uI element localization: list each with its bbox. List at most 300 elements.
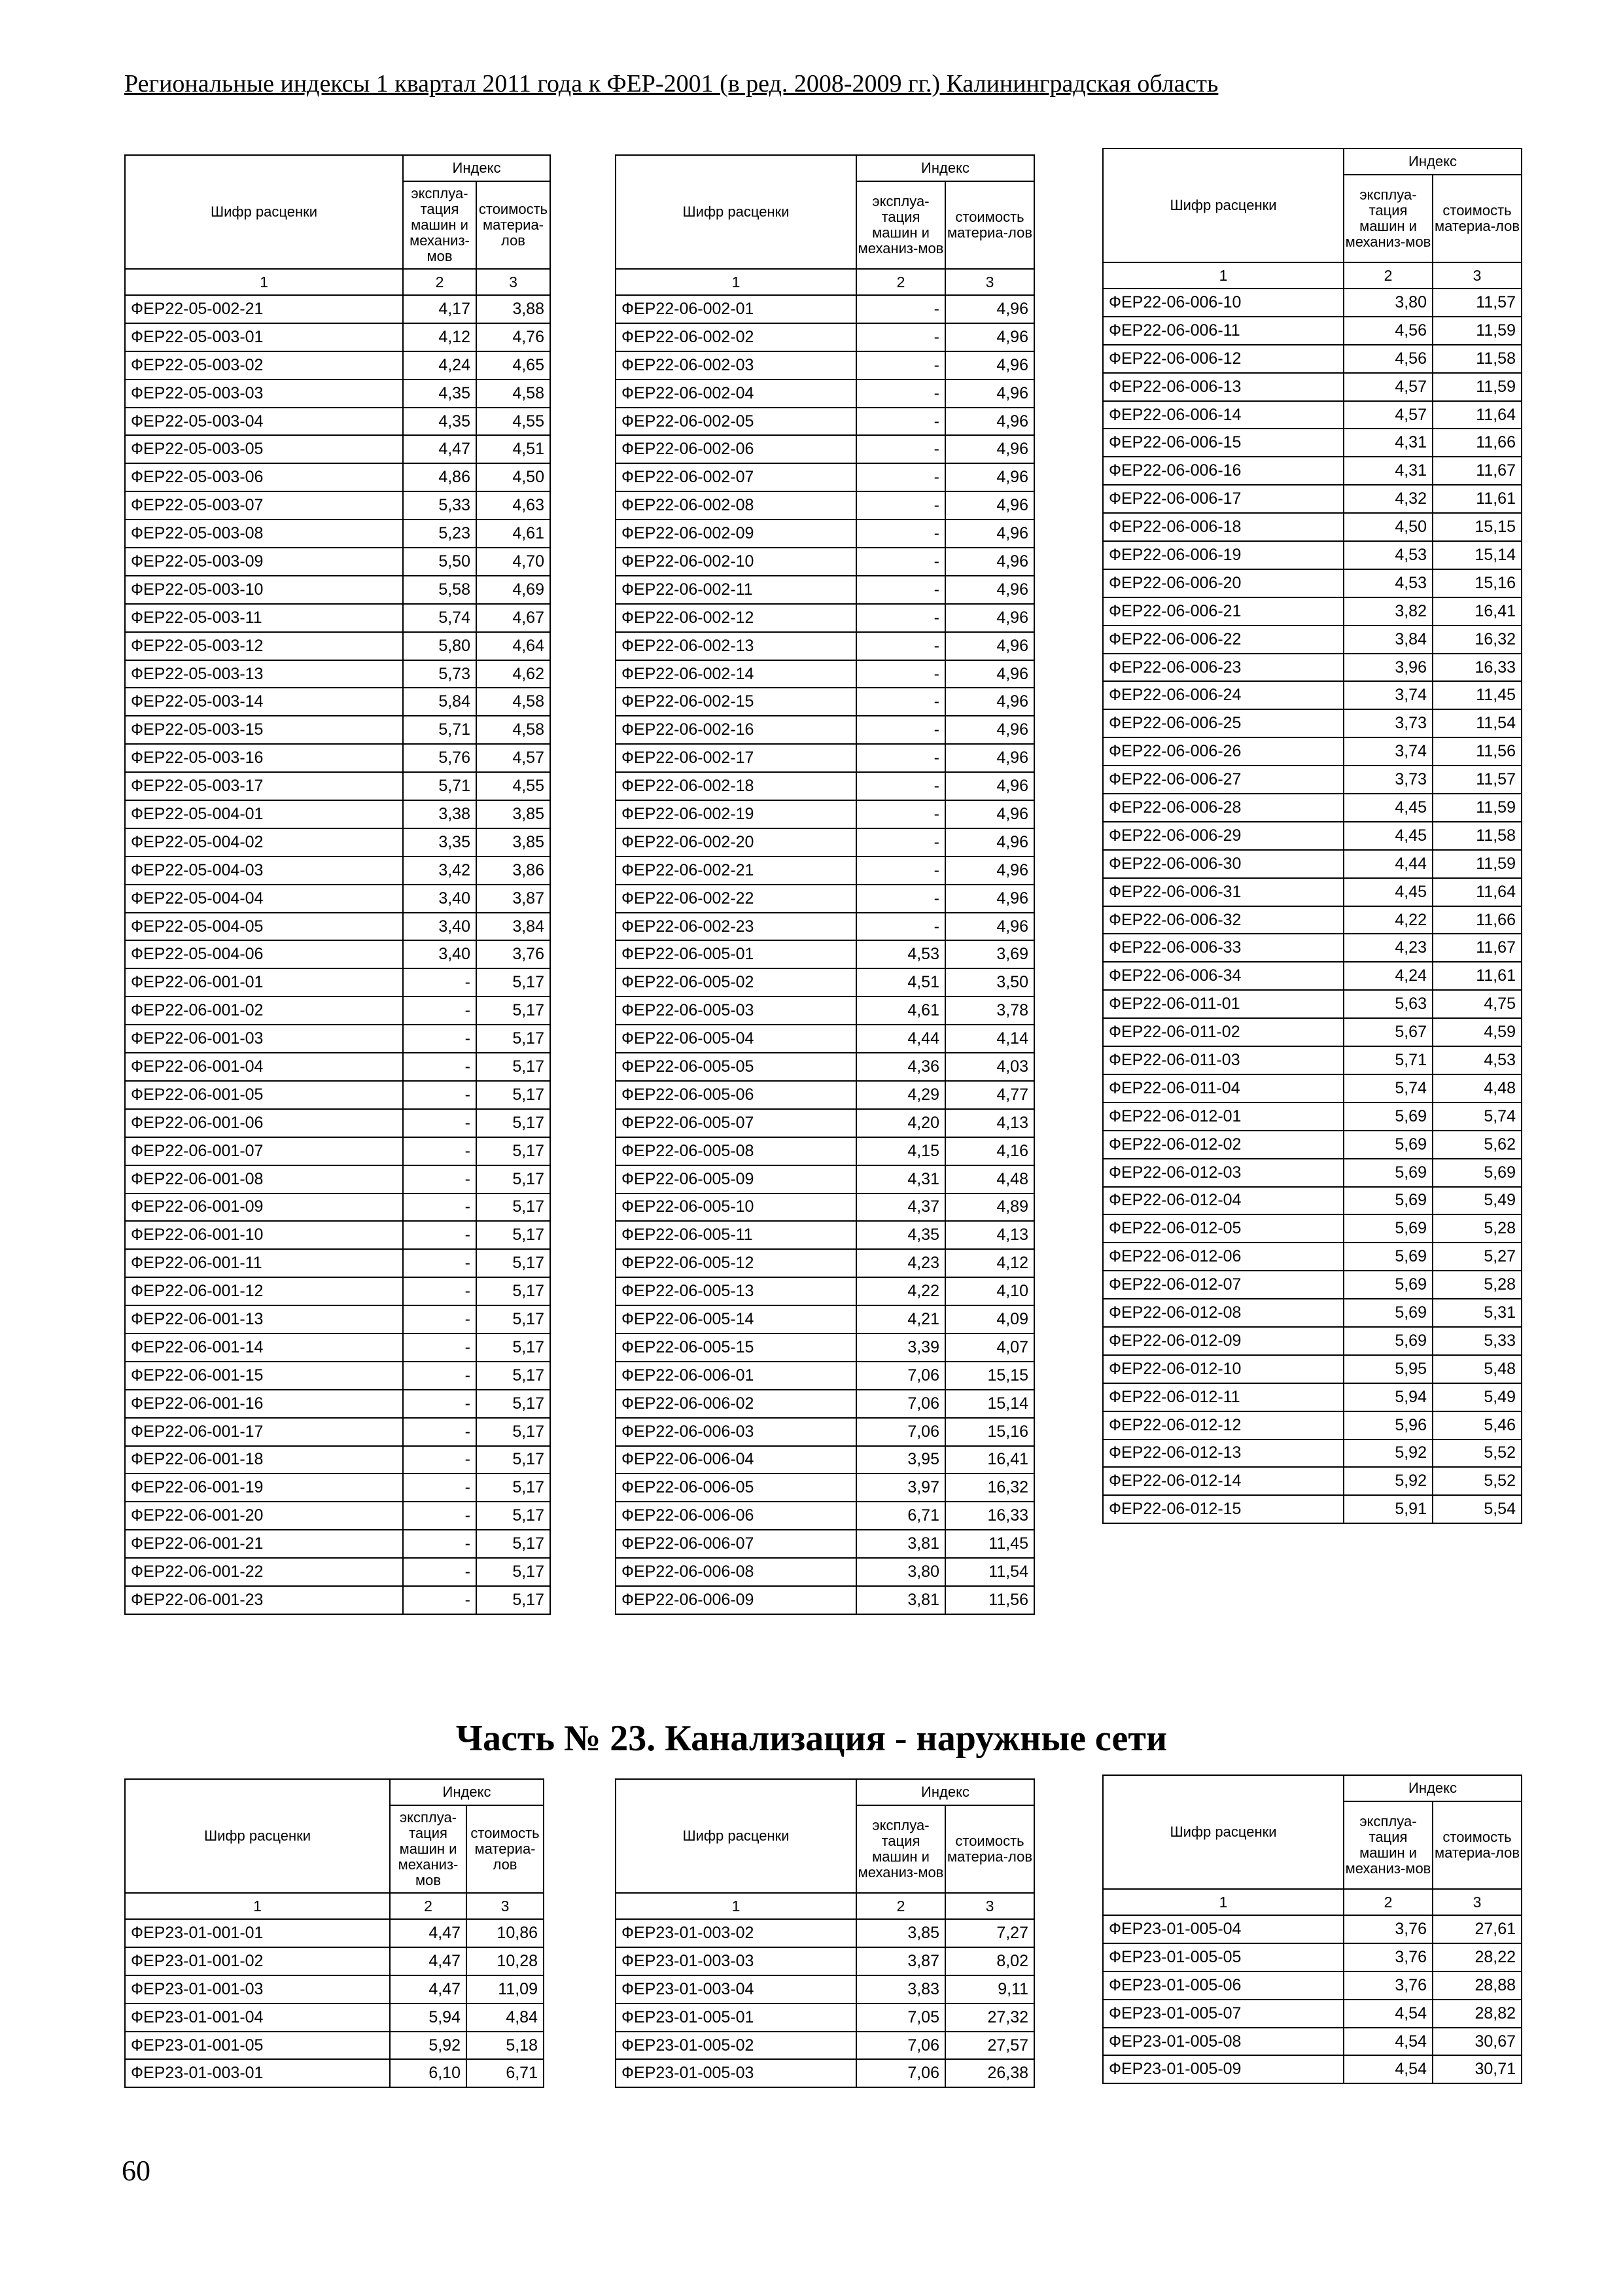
column-number: 1: [125, 269, 403, 295]
rate-code-cell: ФЕР22-06-012-10: [1103, 1355, 1344, 1383]
materials-index-cell: 4,58: [476, 716, 550, 744]
rate-code-cell: ФЕР22-06-006-26: [1103, 737, 1344, 766]
table-row: [616, 997, 1034, 1025]
machines-index-cell: 4,57: [1344, 373, 1433, 401]
rate-code-cell: ФЕР22-06-006-08: [616, 1558, 856, 1586]
rate-code-cell: ФЕР23-01-001-05: [125, 2032, 390, 2060]
machines-index-cell: -: [856, 716, 945, 744]
rate-code-cell: ФЕР22-06-001-12: [125, 1277, 403, 1305]
machines-index-cell: 4,57: [1344, 401, 1433, 429]
table-row: [616, 1305, 1034, 1333]
materials-index-cell: 4,75: [1433, 990, 1522, 1018]
machines-index-cell: -: [856, 604, 945, 632]
rate-code-cell: ФЕР22-06-006-06: [616, 1502, 856, 1530]
table-row: [616, 548, 1034, 576]
rate-code-cell: ФЕР22-06-002-04: [616, 380, 856, 408]
machines-index-cell: 3,81: [856, 1530, 945, 1558]
table-row: [616, 1975, 1034, 2004]
code-column-header: Шифр расценки: [616, 155, 856, 269]
machines-index-cell: 3,73: [1344, 766, 1433, 794]
rate-code-cell: ФЕР22-05-003-08: [125, 520, 403, 548]
materials-index-cell: 5,17: [476, 1081, 550, 1109]
rate-code-cell: ФЕР22-06-006-05: [616, 1474, 856, 1502]
rate-code-cell: ФЕР22-06-005-05: [616, 1053, 856, 1081]
materials-index-cell: 4,58: [476, 688, 550, 716]
table-body: [1103, 289, 1522, 1523]
materials-index-cell: 11,57: [1433, 289, 1522, 317]
machines-index-cell: 5,71: [1344, 1046, 1433, 1074]
rate-code-cell: ФЕР23-01-003-01: [125, 2059, 390, 2087]
rate-code-cell: ФЕР22-06-012-13: [1103, 1439, 1344, 1468]
machines-index-cell: -: [403, 1558, 476, 1586]
rate-code-cell: ФЕР22-05-003-11: [125, 604, 403, 632]
machines-index-cell: 4,23: [1344, 934, 1433, 962]
table-row: [125, 1919, 544, 1947]
materials-index-cell: 4,96: [945, 435, 1034, 463]
machines-index-cell: -: [403, 1446, 476, 1474]
table-row: [1103, 1327, 1522, 1355]
table-row: [125, 1053, 550, 1081]
table-row: [1103, 906, 1522, 934]
sewer-table-2: [615, 1778, 1035, 2088]
rate-code-cell: ФЕР22-05-004-03: [125, 857, 403, 885]
machines-index-cell: -: [403, 1305, 476, 1333]
machines-index-cell: 5,69: [1344, 1327, 1433, 1355]
materials-index-cell: 4,48: [945, 1165, 1034, 1193]
table-row: [616, 1474, 1034, 1502]
table-row: [1103, 850, 1522, 878]
table-row: [125, 1390, 550, 1418]
materials-index-cell: 4,10: [945, 1277, 1034, 1305]
table-row: [1103, 934, 1522, 962]
machines-index-cell: -: [856, 660, 945, 688]
materials-index-cell: 5,52: [1433, 1467, 1522, 1495]
machines-index-cell: -: [403, 1221, 476, 1249]
machines-index-cell: 7,06: [856, 1362, 945, 1390]
rate-code-cell: ФЕР22-06-005-09: [616, 1165, 856, 1193]
materials-column-header: стоимость материа-лов: [466, 1805, 544, 1893]
rate-code-cell: ФЕР23-01-005-04: [1103, 1915, 1344, 1943]
materials-index-cell: 3,69: [945, 940, 1034, 968]
materials-index-cell: 3,88: [476, 295, 550, 323]
materials-index-cell: 4,16: [945, 1137, 1034, 1165]
table-row: [616, 1502, 1034, 1530]
materials-index-cell: 5,17: [476, 1053, 550, 1081]
table-row: [125, 1137, 550, 1165]
column-number: 3: [945, 1893, 1034, 1919]
sewer-table-3: [1102, 1775, 1522, 2084]
materials-index-cell: 5,17: [476, 1221, 550, 1249]
materials-index-cell: 4,96: [945, 660, 1034, 688]
machines-index-cell: 4,53: [856, 940, 945, 968]
table-row: [1103, 513, 1522, 541]
materials-index-cell: 4,03: [945, 1053, 1034, 1081]
machines-index-cell: -: [856, 323, 945, 351]
machines-index-cell: 5,69: [1344, 1187, 1433, 1215]
materials-index-cell: 27,57: [945, 2032, 1034, 2060]
rate-code-cell: ФЕР22-06-001-03: [125, 1025, 403, 1053]
table-row: [125, 323, 550, 351]
rate-code-cell: ФЕР22-06-001-07: [125, 1137, 403, 1165]
rate-code-cell: ФЕР22-06-002-13: [616, 632, 856, 660]
rate-code-cell: ФЕР22-06-006-17: [1103, 485, 1344, 513]
rate-code-cell: ФЕР22-05-004-06: [125, 940, 403, 968]
rate-code-cell: ФЕР22-06-001-22: [125, 1558, 403, 1586]
table-row: [1103, 626, 1522, 654]
materials-index-cell: 4,96: [945, 380, 1034, 408]
materials-index-cell: 11,57: [1433, 766, 1522, 794]
materials-index-cell: 4,89: [945, 1193, 1034, 1222]
machines-column-header: эксплуа-тация машин и механиз-мов: [390, 1805, 466, 1893]
rate-code-cell: ФЕР22-06-005-07: [616, 1109, 856, 1137]
materials-index-cell: 4,63: [476, 491, 550, 520]
table-row: [616, 885, 1034, 913]
table-row: [616, 463, 1034, 491]
materials-index-cell: 11,58: [1433, 822, 1522, 850]
table-row: [1103, 2028, 1522, 2056]
materials-index-cell: 5,52: [1433, 1439, 1522, 1468]
table-row: [125, 408, 550, 436]
materials-index-cell: 5,48: [1433, 1355, 1522, 1383]
rate-code-cell: ФЕР22-06-012-05: [1103, 1214, 1344, 1243]
materials-index-cell: 4,69: [476, 576, 550, 604]
table-row: [125, 1558, 550, 1586]
machines-index-cell: 4,44: [1344, 850, 1433, 878]
rate-code-cell: ФЕР22-06-006-23: [1103, 654, 1344, 682]
machines-column-header: эксплуа-тация машин и механиз-мов: [856, 181, 945, 269]
materials-index-cell: 4,96: [945, 913, 1034, 941]
machines-index-cell: 5,69: [1344, 1299, 1433, 1327]
materials-index-cell: 4,61: [476, 520, 550, 548]
table-row: [1103, 1467, 1522, 1495]
rate-code-cell: ФЕР22-06-012-01: [1103, 1103, 1344, 1131]
table-row: [616, 1446, 1034, 1474]
machines-index-cell: 5,92: [390, 2032, 466, 2060]
rate-code-cell: ФЕР22-05-003-02: [125, 351, 403, 380]
machines-index-cell: 4,53: [1344, 569, 1433, 597]
materials-index-cell: 4,51: [476, 435, 550, 463]
page-number: 60: [122, 2155, 150, 2187]
rate-code-cell: ФЕР22-06-001-20: [125, 1502, 403, 1530]
machines-index-cell: 5,74: [1344, 1074, 1433, 1103]
index-table-1: [124, 154, 551, 1615]
column-number: 1: [1103, 1889, 1344, 1915]
machines-index-cell: -: [856, 520, 945, 548]
materials-index-cell: 11,45: [945, 1530, 1034, 1558]
rate-code-cell: ФЕР22-06-002-22: [616, 885, 856, 913]
machines-index-cell: 5,69: [1344, 1103, 1433, 1131]
table-row: [616, 1919, 1034, 1947]
materials-index-cell: 5,17: [476, 1193, 550, 1222]
materials-index-cell: 28,88: [1433, 1971, 1522, 2000]
table-row: [125, 1025, 550, 1053]
table-row: [125, 1502, 550, 1530]
table-row: [1103, 1271, 1522, 1299]
code-column-header: Шифр расценки: [1103, 1775, 1344, 1889]
rate-code-cell: ФЕР22-06-002-05: [616, 408, 856, 436]
machines-index-cell: -: [403, 1277, 476, 1305]
table-row: [1103, 1915, 1522, 1943]
materials-column-header: стоимость материа-лов: [945, 1805, 1034, 1893]
materials-index-cell: 5,17: [476, 1165, 550, 1193]
table-row: [616, 1221, 1034, 1249]
materials-index-cell: 15,14: [1433, 541, 1522, 569]
rate-code-cell: ФЕР22-06-002-21: [616, 857, 856, 885]
materials-index-cell: 4,76: [476, 323, 550, 351]
machines-index-cell: 4,15: [856, 1137, 945, 1165]
materials-index-cell: 5,17: [476, 1137, 550, 1165]
rate-code-cell: ФЕР22-06-011-02: [1103, 1018, 1344, 1046]
materials-index-cell: 3,85: [476, 828, 550, 857]
rate-code-cell: ФЕР23-01-005-01: [616, 2004, 856, 2032]
materials-index-cell: 4,12: [945, 1249, 1034, 1277]
table-row: [1103, 1943, 1522, 1971]
machines-index-cell: 3,38: [403, 800, 476, 828]
rate-code-cell: ФЕР22-05-003-10: [125, 576, 403, 604]
materials-index-cell: 3,84: [476, 913, 550, 941]
index-column-header: Индекс: [856, 155, 1034, 181]
materials-index-cell: 4,09: [945, 1305, 1034, 1333]
materials-index-cell: 5,49: [1433, 1187, 1522, 1215]
table-row: [616, 716, 1034, 744]
machines-index-cell: 4,22: [856, 1277, 945, 1305]
machines-column-header: эксплуа-тация машин и механиз-мов: [403, 181, 476, 269]
machines-index-cell: 4,29: [856, 1081, 945, 1109]
table-row: [1103, 1131, 1522, 1159]
table-row: [1103, 1411, 1522, 1439]
machines-index-cell: 3,35: [403, 828, 476, 857]
table-row: [616, 857, 1034, 885]
table-row: [616, 2059, 1034, 2087]
rate-code-cell: ФЕР22-06-001-19: [125, 1474, 403, 1502]
materials-index-cell: 4,59: [1433, 1018, 1522, 1046]
materials-index-cell: 30,71: [1433, 2055, 1522, 2083]
page-header: Региональные индексы 1 квартал 2011 года к ФЕР-2001 (в ред. 2008-2009 гг.) Калининградская область: [124, 70, 1219, 97]
table-row: [1103, 1187, 1522, 1215]
column-number: 2: [403, 269, 476, 295]
machines-index-cell: 4,35: [856, 1221, 945, 1249]
materials-index-cell: 4,96: [945, 744, 1034, 772]
machines-index-cell: 5,96: [1344, 1411, 1433, 1439]
column-number: 3: [945, 269, 1034, 295]
table-row: [125, 351, 550, 380]
rate-code-cell: ФЕР22-06-002-09: [616, 520, 856, 548]
table-row: [125, 1418, 550, 1446]
machines-index-cell: 4,44: [856, 1025, 945, 1053]
table-row: [1103, 1971, 1522, 2000]
rate-code-cell: ФЕР22-05-003-15: [125, 716, 403, 744]
table-row: [616, 604, 1034, 632]
materials-index-cell: 4,55: [476, 772, 550, 800]
column-number: 2: [390, 1893, 466, 1919]
rate-code-cell: ФЕР22-06-001-09: [125, 1193, 403, 1222]
materials-index-cell: 11,59: [1433, 794, 1522, 822]
rate-code-cell: ФЕР22-06-006-29: [1103, 822, 1344, 850]
materials-index-cell: 4,96: [945, 323, 1034, 351]
rate-code-cell: ФЕР23-01-005-05: [1103, 1943, 1344, 1971]
materials-index-cell: 5,33: [1433, 1327, 1522, 1355]
materials-index-cell: 11,61: [1433, 485, 1522, 513]
machines-column-header: эксплуа-тация машин и механиз-мов: [1344, 1801, 1433, 1889]
table-row: [1103, 2055, 1522, 2083]
rate-code-cell: ФЕР22-06-005-13: [616, 1277, 856, 1305]
table-row: [1103, 1299, 1522, 1327]
rate-code-cell: ФЕР22-06-002-02: [616, 323, 856, 351]
machines-index-cell: 7,06: [856, 2059, 945, 2087]
rate-code-cell: ФЕР22-05-004-04: [125, 885, 403, 913]
table-row: [125, 1975, 544, 2004]
table-row: [125, 1446, 550, 1474]
materials-index-cell: 4,96: [945, 885, 1034, 913]
rate-code-cell: ФЕР22-06-001-17: [125, 1418, 403, 1446]
materials-index-cell: 11,66: [1433, 906, 1522, 934]
table-row: [125, 1333, 550, 1362]
table-row: [616, 1586, 1034, 1614]
rate-code-cell: ФЕР22-06-001-01: [125, 968, 403, 997]
machines-index-cell: 3,97: [856, 1474, 945, 1502]
rate-code-cell: ФЕР22-06-006-11: [1103, 317, 1344, 345]
table-row: [616, 968, 1034, 997]
materials-index-cell: 5,17: [476, 1446, 550, 1474]
table-body: [125, 1919, 544, 2087]
rate-code-cell: ФЕР23-01-003-03: [616, 1947, 856, 1975]
machines-index-cell: -: [856, 295, 945, 323]
machines-index-cell: -: [856, 491, 945, 520]
machines-index-cell: 4,45: [1344, 878, 1433, 906]
table-row: [125, 463, 550, 491]
table-row: [616, 772, 1034, 800]
rate-code-cell: ФЕР22-06-001-18: [125, 1446, 403, 1474]
machines-index-cell: 4,56: [1344, 317, 1433, 345]
materials-index-cell: 5,17: [476, 1277, 550, 1305]
machines-index-cell: 4,31: [856, 1165, 945, 1193]
materials-index-cell: 10,86: [466, 1919, 544, 1947]
materials-index-cell: 4,67: [476, 604, 550, 632]
materials-index-cell: 5,31: [1433, 1299, 1522, 1327]
table-row: [125, 688, 550, 716]
machines-index-cell: 4,54: [1344, 2055, 1433, 2083]
rate-code-cell: ФЕР22-05-003-07: [125, 491, 403, 520]
rate-code-cell: ФЕР23-01-005-03: [616, 2059, 856, 2087]
table-body: [616, 295, 1034, 1614]
table-row: [125, 913, 550, 941]
rate-code-cell: ФЕР22-05-003-13: [125, 660, 403, 688]
machines-index-cell: 3,83: [856, 1975, 945, 2004]
rate-code-cell: ФЕР23-01-001-02: [125, 1947, 390, 1975]
table-row: [1103, 709, 1522, 737]
rate-code-cell: ФЕР22-05-004-01: [125, 800, 403, 828]
table-row: [1103, 822, 1522, 850]
table-row: [125, 380, 550, 408]
materials-index-cell: 16,41: [945, 1446, 1034, 1474]
rate-code-cell: ФЕР22-06-001-23: [125, 1586, 403, 1614]
column-number: 3: [466, 1893, 544, 1919]
machines-index-cell: 3,73: [1344, 709, 1433, 737]
rate-code-cell: ФЕР22-06-012-06: [1103, 1243, 1344, 1271]
materials-index-cell: 5,17: [476, 1249, 550, 1277]
machines-index-cell: 3,95: [856, 1446, 945, 1474]
table-row: [1103, 990, 1522, 1018]
rate-code-cell: ФЕР23-01-001-04: [125, 2004, 390, 2032]
table-row: [1103, 1046, 1522, 1074]
code-column-header: Шифр расценки: [1103, 149, 1344, 262]
rate-code-cell: ФЕР22-06-002-01: [616, 295, 856, 323]
rate-code-cell: ФЕР22-06-001-14: [125, 1333, 403, 1362]
materials-index-cell: 4,64: [476, 632, 550, 660]
machines-index-cell: 5,69: [1344, 1131, 1433, 1159]
materials-index-cell: 4,96: [945, 491, 1034, 520]
materials-index-cell: 4,96: [945, 800, 1034, 828]
materials-index-cell: 28,22: [1433, 1943, 1522, 1971]
materials-index-cell: 4,96: [945, 520, 1034, 548]
table-row: [616, 940, 1034, 968]
rate-code-cell: ФЕР22-06-005-14: [616, 1305, 856, 1333]
table-row: [1103, 1214, 1522, 1243]
rate-code-cell: ФЕР22-05-003-17: [125, 772, 403, 800]
materials-index-cell: 5,17: [476, 1530, 550, 1558]
table-row: [616, 1249, 1034, 1277]
materials-index-cell: 5,69: [1433, 1159, 1522, 1187]
materials-index-cell: 5,54: [1433, 1495, 1522, 1523]
table-row: [125, 1530, 550, 1558]
rate-code-cell: ФЕР22-06-002-15: [616, 688, 856, 716]
table-row: [1103, 1074, 1522, 1103]
machines-index-cell: -: [403, 968, 476, 997]
machines-index-cell: -: [403, 1249, 476, 1277]
table-row: [125, 604, 550, 632]
materials-index-cell: 3,78: [945, 997, 1034, 1025]
materials-index-cell: 11,56: [945, 1586, 1034, 1614]
rate-code-cell: ФЕР22-06-002-17: [616, 744, 856, 772]
materials-index-cell: 28,82: [1433, 2000, 1522, 2028]
machines-index-cell: -: [856, 435, 945, 463]
table-row: [616, 660, 1034, 688]
table-row: [125, 828, 550, 857]
table-row: [125, 1586, 550, 1614]
materials-index-cell: 15,14: [945, 1390, 1034, 1418]
materials-index-cell: 11,59: [1433, 317, 1522, 345]
table-row: [125, 1221, 550, 1249]
rate-code-cell: ФЕР22-06-006-33: [1103, 934, 1344, 962]
machines-index-cell: 4,47: [403, 435, 476, 463]
machines-index-cell: 4,31: [1344, 429, 1433, 457]
table-row: [616, 576, 1034, 604]
table-row: [1103, 766, 1522, 794]
table-row: [125, 716, 550, 744]
index-column-header: Индекс: [390, 1779, 544, 1805]
machines-index-cell: -: [856, 744, 945, 772]
table-row: [1103, 878, 1522, 906]
machines-index-cell: -: [856, 800, 945, 828]
materials-index-cell: 4,96: [945, 604, 1034, 632]
materials-index-cell: 4,53: [1433, 1046, 1522, 1074]
table-row: [1103, 429, 1522, 457]
machines-index-cell: -: [856, 632, 945, 660]
materials-index-cell: 5,74: [1433, 1103, 1522, 1131]
materials-index-cell: 4,96: [945, 463, 1034, 491]
machines-index-cell: 5,84: [403, 688, 476, 716]
machines-index-cell: 5,71: [403, 772, 476, 800]
table-row: [616, 1109, 1034, 1137]
rate-code-cell: ФЕР22-06-006-27: [1103, 766, 1344, 794]
rate-code-cell: ФЕР22-05-002-21: [125, 295, 403, 323]
table-row: [1103, 1018, 1522, 1046]
rate-code-cell: ФЕР22-06-001-05: [125, 1081, 403, 1109]
rate-code-cell: ФЕР22-06-002-16: [616, 716, 856, 744]
table-row: [616, 1947, 1034, 1975]
materials-index-cell: 5,17: [476, 1586, 550, 1614]
machines-index-cell: -: [403, 1165, 476, 1193]
